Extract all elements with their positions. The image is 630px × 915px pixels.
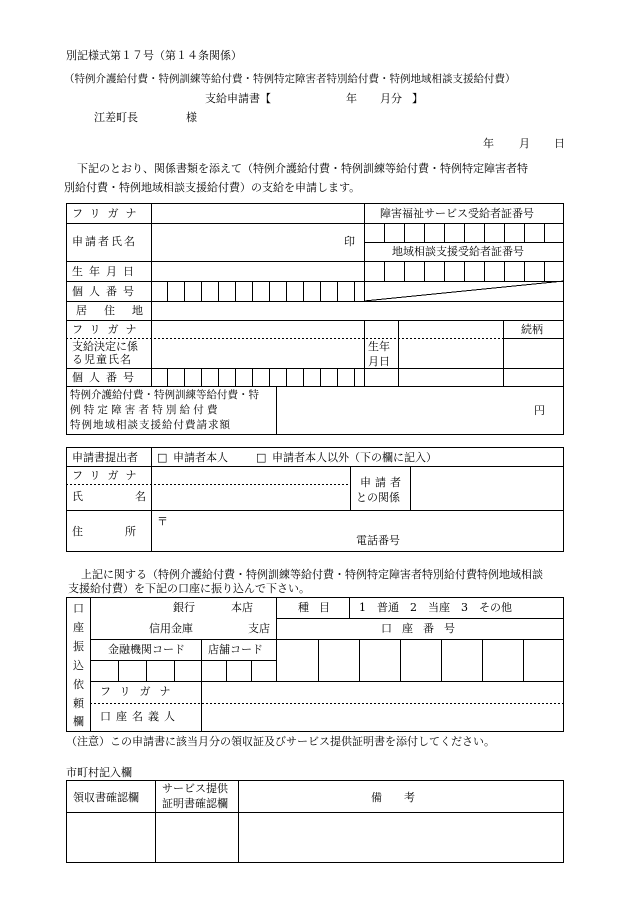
form-title-suffix: 】 xyxy=(412,92,423,105)
receipt-check-label: 領収書確認欄 xyxy=(73,791,139,804)
bank-label: 銀行 xyxy=(173,601,195,614)
submitter-label: 申請書提出者 xyxy=(72,451,138,464)
remarks-label: 備 考 xyxy=(371,791,415,804)
bank-side-char-7: 欄 xyxy=(73,715,84,728)
other-checkbox[interactable]: □ xyxy=(256,451,267,464)
child-name-label-2: る児童氏名 xyxy=(72,353,132,366)
attachment-note: （注意）この申請書に該当月分の領収証及びサービス提供証明書を添付してください。 xyxy=(66,735,495,748)
date-day: 日 xyxy=(554,137,565,150)
service-cert-no-label: 障害福祉サービス受給者証番号 xyxy=(380,207,534,220)
self-option-label: 申請者本人 xyxy=(173,451,228,464)
form-title-month: 月分 xyxy=(380,92,402,105)
form-title-year: 年 xyxy=(346,92,357,105)
child-birth-label-1: 生年 xyxy=(368,340,390,353)
bank-side-char-5: 依 xyxy=(73,678,84,691)
bank-side-char-6: 頼 xyxy=(73,697,84,710)
branch-code-label: 店舗コード xyxy=(208,643,263,656)
date-year: 年 xyxy=(483,137,494,150)
consult-cert-no-label: 地域相談支援受給者証番号 xyxy=(392,245,524,258)
yen-unit: 円 xyxy=(534,404,545,417)
postal-mark: 〒 xyxy=(157,515,168,528)
claim-label-3: 特例地域相談支援給付費請求額 xyxy=(70,419,231,431)
child-personal-no-label: 個人番号 xyxy=(72,371,140,384)
bank-intro-line-2: 支援給付費）を下記の口座に振り込んで下さい。 xyxy=(68,582,310,595)
intro-line-2: 別給付費・特例地域相談支援給付費）の支給を申請します。 xyxy=(64,181,361,194)
child-name-label-1: 支給決定に係 xyxy=(72,340,138,353)
claim-label-1: 特例介護給付費・特例訓練等給付費・特 xyxy=(70,389,259,401)
form-subtitle: （特例介護給付費・特例訓練等給付費・特例特定障害者特別給付費・特例地域相談支援給付費） xyxy=(64,73,516,85)
submitter-relation-label-2: との関係 xyxy=(356,491,400,504)
submitter-relation-label-1: 申請者 xyxy=(360,476,405,489)
bank-side-char-1: 口 xyxy=(73,602,84,615)
date-month: 月 xyxy=(519,137,530,150)
phone-label: 電話番号 xyxy=(356,534,400,547)
child-birth-label-2: 月日 xyxy=(368,355,390,368)
addressee: 江差町長 xyxy=(94,111,138,124)
submitter-furigana-label: フリガナ xyxy=(72,469,144,482)
municipal-heading: 市町村記入欄 xyxy=(66,766,132,779)
submitter-address-label: 住所 xyxy=(72,525,178,538)
holder-furigana-label: フリガナ xyxy=(100,685,180,698)
credit-union-label: 信用金庫 xyxy=(149,622,193,635)
account-type-label: 種目 xyxy=(298,601,340,614)
account-number-label: 口座番号 xyxy=(381,622,465,635)
account-type-options: 1 普通 2 当座 3 その他 xyxy=(359,601,512,614)
personal-no-label: 個人番号 xyxy=(72,285,140,298)
bank-side-char-4: 込 xyxy=(73,659,84,672)
bank-intro-line-1: 上記に関する（特例介護給付費・特例訓練等給付費・特例特定障害者特別給付費特例地域相談 xyxy=(81,568,543,581)
child-furigana-label: フリガナ xyxy=(72,323,144,336)
form-number: 別記様式第１７号（第１４条関係） xyxy=(66,49,242,62)
service-cert-check-label-2: 証明書確認欄 xyxy=(162,797,228,810)
birthdate-label: 生年月日 xyxy=(72,265,140,278)
applicant-name-label: 申請者氏名 xyxy=(72,235,137,248)
relation-label: 続柄 xyxy=(521,323,543,336)
intro-line-1: 下記のとおり、関係書類を添えて（特例介護給付費・特例訓練等給付費・特例特定障害者特 xyxy=(77,162,528,175)
addressee-honorific: 様 xyxy=(186,111,197,124)
address-label: 居住地 xyxy=(76,304,160,317)
form-title-prefix: 支給申請書【 xyxy=(205,92,271,105)
service-cert-check-label-1: サービス提供 xyxy=(162,782,228,795)
branch-label: 支店 xyxy=(248,622,270,635)
claim-label-2: 例特定障害者特別給付費 xyxy=(70,404,221,416)
head-office-label: 本店 xyxy=(231,601,253,614)
bank-side-char-3: 振 xyxy=(73,640,84,653)
applicant-furigana-label: フリガナ xyxy=(72,207,144,220)
submitter-name-label: 氏名 xyxy=(72,490,198,503)
account-holder-label: 口座名義人 xyxy=(100,710,180,723)
institution-code-label: 金融機関コード xyxy=(108,643,185,656)
self-checkbox[interactable]: □ xyxy=(157,451,168,464)
other-option-label: 申請者本人以外（下の欄に記入） xyxy=(272,451,437,464)
bank-side-char-2: 座 xyxy=(73,621,84,634)
seal-mark: 印 xyxy=(344,235,355,248)
